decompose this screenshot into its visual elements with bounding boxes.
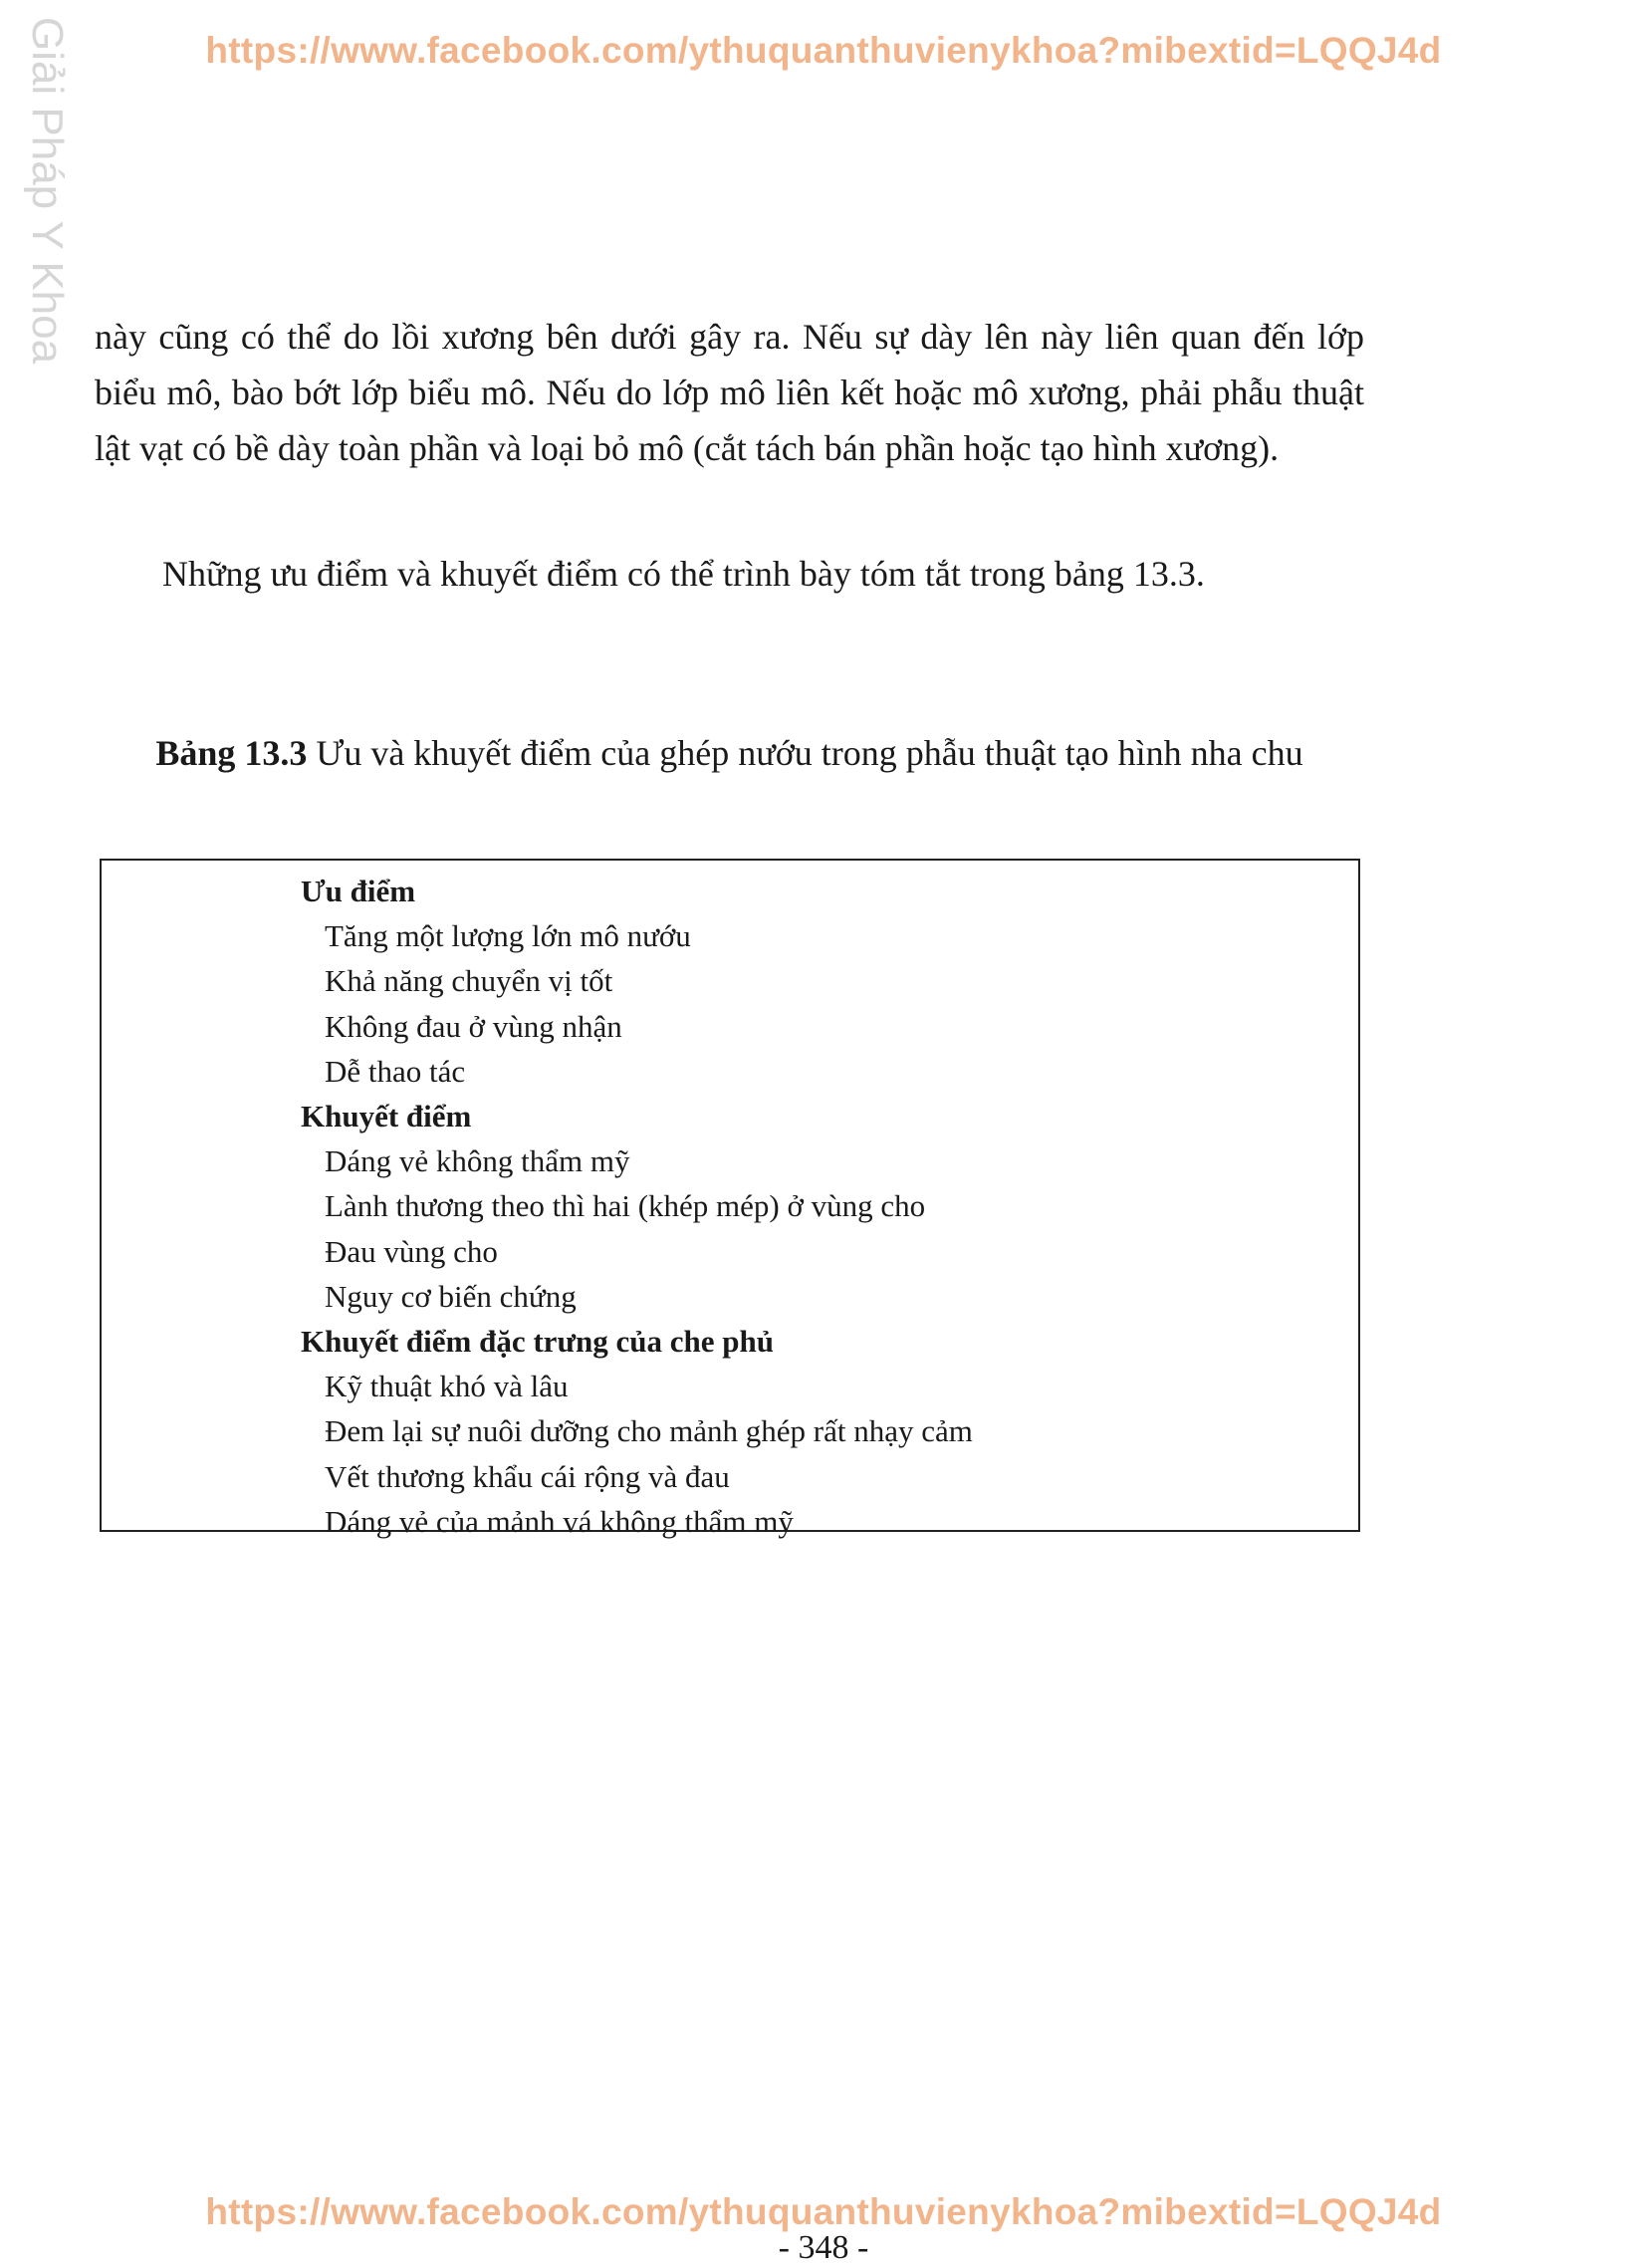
list-item: Nguy cơ biến chứng [325,1278,577,1314]
list-item: Kỹ thuật khó và lâu [325,1369,569,1404]
list-item: Lành thương theo thì hai (khép mép) ở vùng cho [325,1188,926,1224]
body-paragraph-2: Những ưu điểm và khuyết điểm có thể trình bày tóm tắt trong bảng 13.3. [162,554,1205,594]
table-caption-text: Ưu và khuyết điểm của ghép nướu trong phẫu thuật tạo hình nha chu [316,733,1303,773]
body-paragraph-1: này cũng có thể do lồi xương bên dưới gây ra. Nếu sự dày lên này liên quan đến lớp biểu mô, bào bớt lớp biểu mô. Nếu do lớp mô liên kết hoặc mô xương, phải phẫu thuật lật vạt có bề dày toàn phần và loại bỏ mô (cắt tách bán phần hoặc tạo hình xương). [95,317,1364,468]
section-heading-advantages: Ưu điểm [301,874,416,908]
side-watermark-text: Giải Pháp Y Khoa [23,16,72,365]
list-item: Đem lại sự nuôi dưỡng cho mảnh ghép rất nhạy cảm [325,1413,973,1449]
table-caption [95,725,1364,781]
list-item: Vết thương khẩu cái rộng và đau [325,1458,730,1494]
list-item: Đau vùng cho [325,1233,498,1269]
list-item: Không đau ở vùng nhận [325,1008,622,1044]
page-number: - 348 - [778,2229,869,2266]
list-item: Dáng vẻ không thẩm mỹ [325,1143,630,1179]
list-item: Dáng vẻ của mảnh vá không thẩm mỹ [325,1503,794,1539]
section-heading-coverage-disadvantages: Khuyết điểm đặc trưng của che phủ [301,1324,775,1360]
side-watermark [12,16,82,365]
watermark-url-top: https://www.facebook.com/ythuquanthuvienykhoa?mibextid=LQQJ4d [205,30,1442,71]
table-caption-label: Bảng 13.3 [155,733,308,773]
list-item: Khả năng chuyển vị tốt [325,963,613,999]
list-item: Dễ thao tác [325,1053,466,1089]
list-item: Tăng một lượng lớn mô nướu [325,918,691,954]
watermark-url-bottom: https://www.facebook.com/ythuquanthuvienykhoa?mibextid=LQQJ4d [205,2191,1442,2232]
comparison-table [100,859,1360,1539]
section-heading-disadvantages: Khuyết điểm [301,1099,472,1134]
table-content [297,869,1348,1544]
